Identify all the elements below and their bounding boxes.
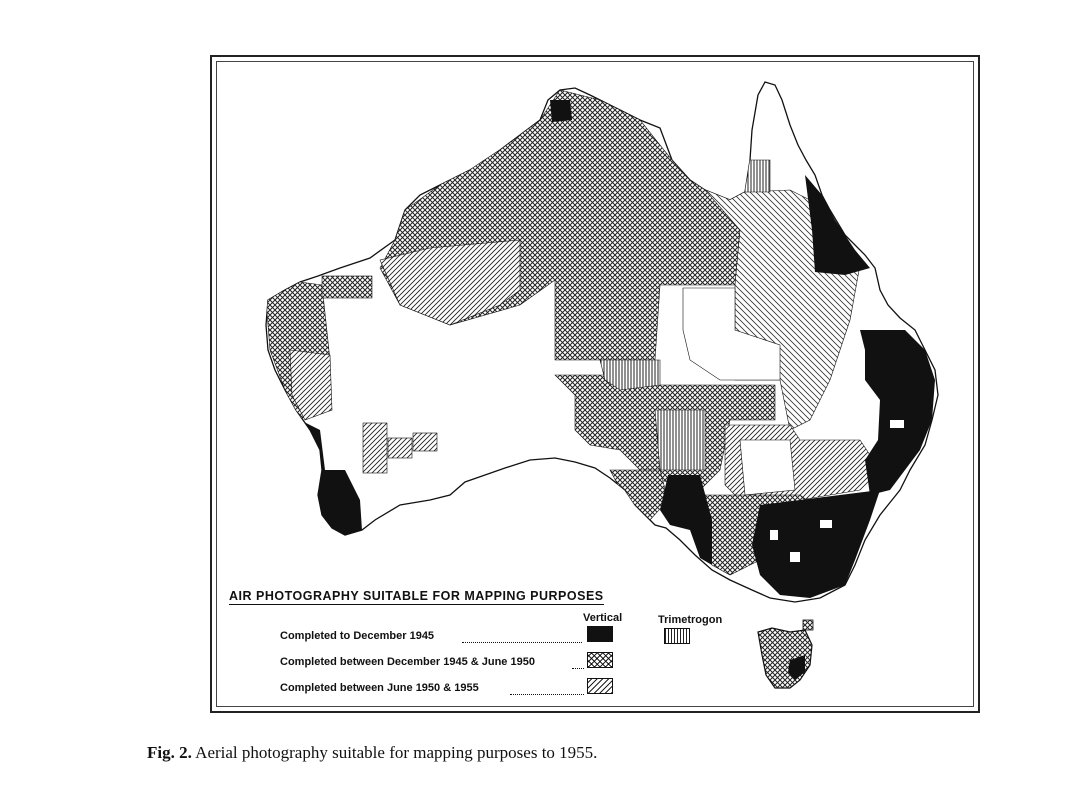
legend-row-1945: Completed to December 1945 xyxy=(280,630,435,642)
patch-white-1 xyxy=(790,552,800,562)
legend-col-trimetrogon: Trimetrogon xyxy=(658,614,723,626)
region-wa-diagonal-small-2 xyxy=(388,438,412,458)
legend-leader-3 xyxy=(510,694,584,695)
legend-row-1950: Completed between December 1945 & June 1950 xyxy=(280,656,535,668)
swatch-vertical-1945 xyxy=(587,626,613,642)
swatch-crosshatch-1950 xyxy=(587,652,613,668)
region-wa-diagonal-small xyxy=(363,423,387,473)
swatch-diagonal-1955 xyxy=(587,678,613,694)
region-nsw-white xyxy=(740,440,795,495)
region-victoria-nsw-black xyxy=(752,490,880,598)
figure-caption-text: Aerial photography suitable for mapping purposes to 1955. xyxy=(195,743,598,762)
legend-col-vertical: Vertical xyxy=(583,612,623,624)
region-qld-coast-black xyxy=(805,175,870,275)
swatch-trimetrogon xyxy=(664,628,690,644)
region-wa-diagonal-small-3 xyxy=(413,433,437,451)
legend-leader-1 xyxy=(462,642,582,643)
legend-leader-2 xyxy=(572,668,584,669)
patch-white-4 xyxy=(890,420,904,428)
patch-white-3 xyxy=(770,530,778,540)
region-pilbara-crosshatch xyxy=(322,276,372,298)
figure-caption-label: Fig. 2. xyxy=(147,743,192,762)
patch-white-2 xyxy=(820,520,832,528)
legend-row-1955: Completed between June 1950 & 1955 xyxy=(280,682,479,694)
flinders-island xyxy=(803,620,813,630)
legend-title: AIR PHOTOGRAPHY SUITABLE FOR MAPPING PURPOSES xyxy=(229,589,604,603)
figure-caption xyxy=(147,743,597,763)
region-darwin-black xyxy=(550,100,572,122)
region-trimetrogon-south xyxy=(655,410,705,470)
